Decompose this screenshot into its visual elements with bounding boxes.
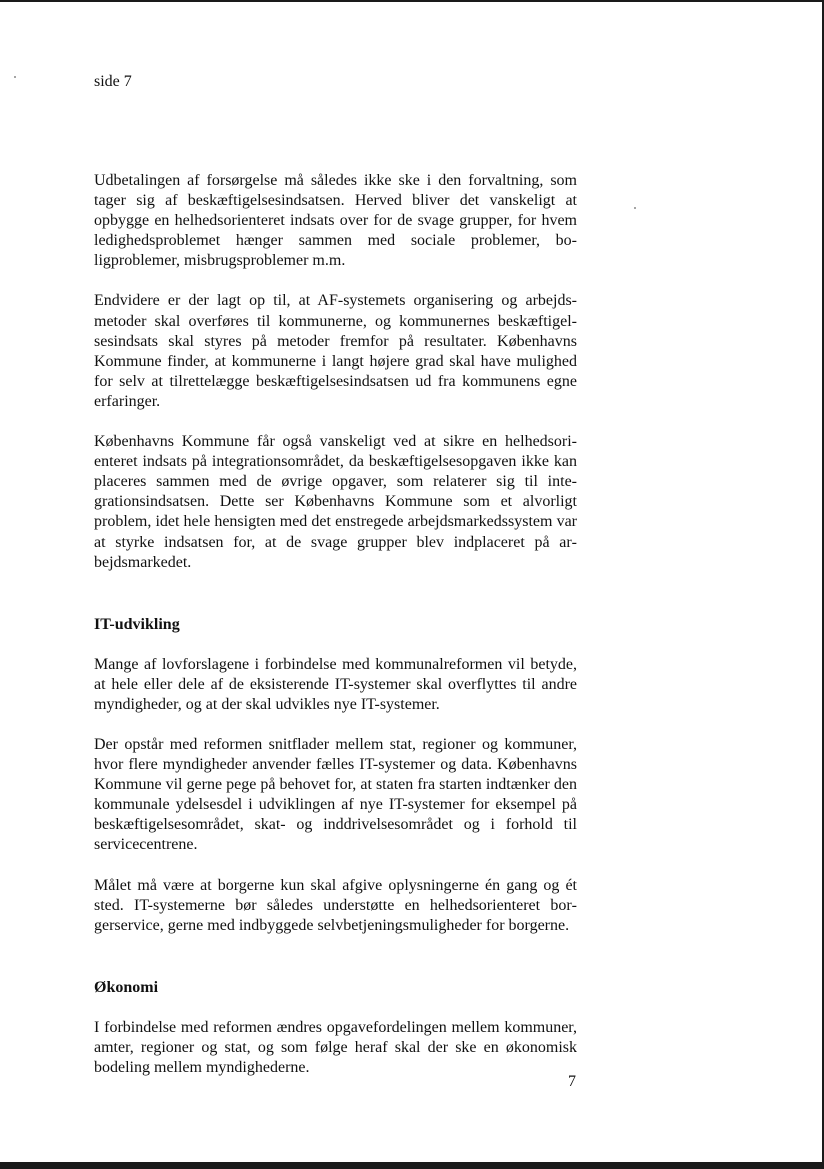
body-paragraph: I forbindelse med reformen ændres opgavefordelingen mellem kommuner, amter, regioner og stat, og som følge heraf skal der ske en økonomisk bodeling mellem myndighederne. [94,1018,577,1076]
section-heading-it: IT-udvikling [94,615,180,633]
body-paragraph: Mange af lovforslagene i forbindelse med kommunalreformen vil betyde, at hele eller dele af de eksisterende IT-systemer skal overflyttes til andre myndigheder, og at der skal udvikles nye IT-systemer. [94,655,577,713]
body-paragraph: Målet må være at borgerne kun skal afgive oplysningerne én gang og ét sted. IT-systemerne bør således understøtte en helhedsorienteret borgerservice, gerne med indbyggede selvbetjeningsmuligheder for borgerne. [94,876,577,934]
scan-border-bottom [0,1162,824,1169]
body-paragraph: Københavns Kommune får også vanskeligt ved at sikre en helhedsorienteret indsats på integrationsområdet, da beskæftigelsesopgaven ikke kan placeres sammen med de øvrige opgaver, som relaterer sig til integrationsindsatsen. Dette ser Københavns Kommune som et alvorligt problem, idet hele hensigten med det enstregede arbejdsmarkedssystem var at styrke indsatsen for, at de svage grupper blev indplaceret på arbejdsmarkedet. [94,433,577,571]
section-heading-okonomi: Økonomi [94,978,159,996]
spacer [94,956,577,978]
page-body [94,171,577,1098]
scan-speck [14,76,16,78]
page-number: 7 [568,1073,576,1090]
spacer [94,593,577,615]
body-paragraph: Endvidere er der lagt op til, at AF-systemets organisering og arbejdsmetoder skal overføres til kommunerne, og kommunernes beskæftigelsesindsats skal styres på metoder fremfor på resultater. Københavns Kommune finder, at kommunerne i langt højere grad skal have mulighed for selv at tilrettelægge beskæftigelsesindsatsen ud fra kommunens egne erfaringer. [94,292,577,410]
scan-speck [634,207,636,209]
scan-border-top [0,0,824,2]
body-paragraph: Udbetalingen af forsørgelse må således ikke ske i den forvaltning, som tager sig af beskæftigelsesindsatsen. Herved bliver det vanskeligt at opbygge en helhedsorienteret indsats over for de svage grupper, for hvem ledighedsproblemet hænger sammen med sociale problemer, boligproblemer, misbrugsproblemer m.m. [94,172,577,270]
running-head: side 7 [94,73,132,90]
body-paragraph: Der opstår med reformen snitflader mellem stat, regioner og kommuner, hvor flere myndigheder anvender fælles IT-systemer og data. Københavns Kommune vil gerne pege på behovet for, at staten fra starten indtænker den kommunale ydelsesdel i udviklingen af nye IT-systemer for eksempel på beskæftigelsesområdet, skat- og inddrivelsesområdet og i forhold til servicecentrene. [94,735,577,854]
